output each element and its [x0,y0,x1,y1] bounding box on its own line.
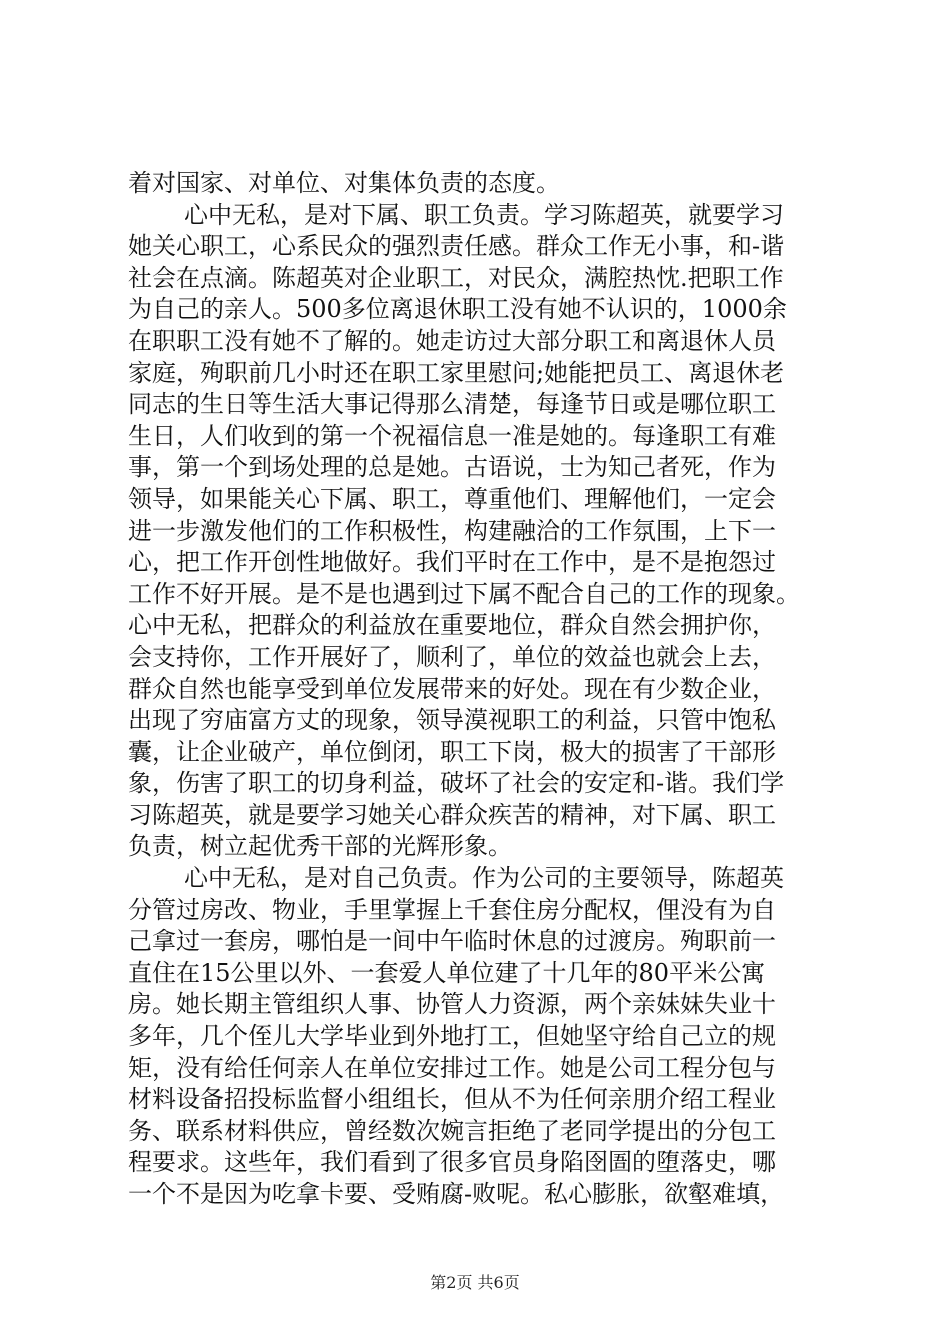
text-line: 为自己的亲人。500多位离退休职工没有她不认识的，1000余 [128,295,787,324]
text-line: 材料设备招投标监督小组组长，但从不为任何亲朋介绍工程业 [128,1085,776,1114]
text-line: 工作不好开展。是不是也遇到过下属不配合自己的工作的现象。 [128,579,800,608]
paragraph-start-line: 心中无私，是对自己负责。作为公司的主要领导，陈超英 [184,864,784,893]
text-line: 一个不是因为吃拿卡要、受贿腐-败呢。私心膨胀，欲壑难填， [128,1180,785,1208]
text-line: 直住在15公里以外、一套爱人单位建了十几年的80平米公寓 [128,958,766,987]
text-line: 己拿过一套房，哪怕是一间中午临时休息的过渡房。殉职前一 [128,927,776,956]
text-line: 事，第一个到场处理的总是她。古语说，士为知己者死，作为 [128,453,776,482]
text-line: 生日，人们收到的第一个祝福信息一准是她的。每逢职工有难 [128,421,776,450]
document-body [128,168,836,1211]
text-line: 领导，如果能关心下属、职工，尊重他们、理解他们，一定会 [128,484,776,513]
text-line: 多年，几个侄儿大学毕业到外地打工，但她坚守给自己立的规 [128,1022,776,1051]
text-line: 着对国家、对单位、对集体负责的态度。 [128,169,560,197]
text-line: 会支持你，工作开展好了，顺利了，单位的效益也就会上去， [128,642,776,671]
text-line: 社会在点滴。陈超英对企业职工，对民众，满腔热忱.把职工作 [128,263,784,292]
text-line: 家庭，殉职前几小时还在职工家里慰问;她能把员工、离退休老 [128,358,785,387]
text-line: 房。她长期主管组织人事、协管人力资源，两个亲妹妹失业十 [128,990,776,1019]
text-line: 务、联系材料供应，曾经数次婉言拒绝了老同学提出的分包工 [128,1116,776,1145]
text-line: 心，把工作开创性地做好。我们平时在工作中，是不是抱怨过 [128,548,776,577]
text-line: 进一步激发他们的工作积极性，构建融洽的工作氛围，上下一 [128,516,776,545]
text-line: 在职职工没有她不了解的。她走访过大部分职工和离退休人员 [128,326,776,355]
text-line: 分管过房改、物业，手里掌握上千套住房分配权，俚没有为自 [128,895,776,924]
text-line: 程要求。这些年，我们看到了很多官员身陷囹圄的堕落史，哪 [128,1148,776,1177]
text-line: 同志的生日等生活大事记得那么清楚，每逢节日或是哪位职工 [128,390,776,419]
paragraph-start-line: 心中无私，是对下属、职工负责。学习陈超英，就要学习 [184,200,784,229]
text-line: 习陈超英，就是要学习她关心群众疾苦的精神，对下属、职工 [128,800,776,829]
text-line: 出现了穷庙富方丈的现象，领导漠视职工的利益，只管中饱私 [128,706,776,735]
text-line: 象，伤害了职工的切身利益，破坏了社会的安定和-谐。我们学 [128,769,785,798]
text-line: 她关心职工，心系民众的强烈责任感。群众工作无小事，和-谐 [128,232,785,261]
text-line: 群众自然也能享受到单位发展带来的好处。现在有少数企业， [128,674,776,703]
page-footer: 第2页 共6页 [430,1273,520,1292]
text-line: 矩，没有给任何亲人在单位安排过工作。她是公司工程分包与 [128,1053,776,1082]
text-line: 心中无私，把群众的利益放在重要地位，群众自然会拥护你， [128,611,776,640]
text-line: 负责，树立起优秀干部的光辉形象。 [128,832,512,861]
text-line: 囊，让企业破产，单位倒闭，职工下岗，极大的损害了干部形 [128,737,776,766]
